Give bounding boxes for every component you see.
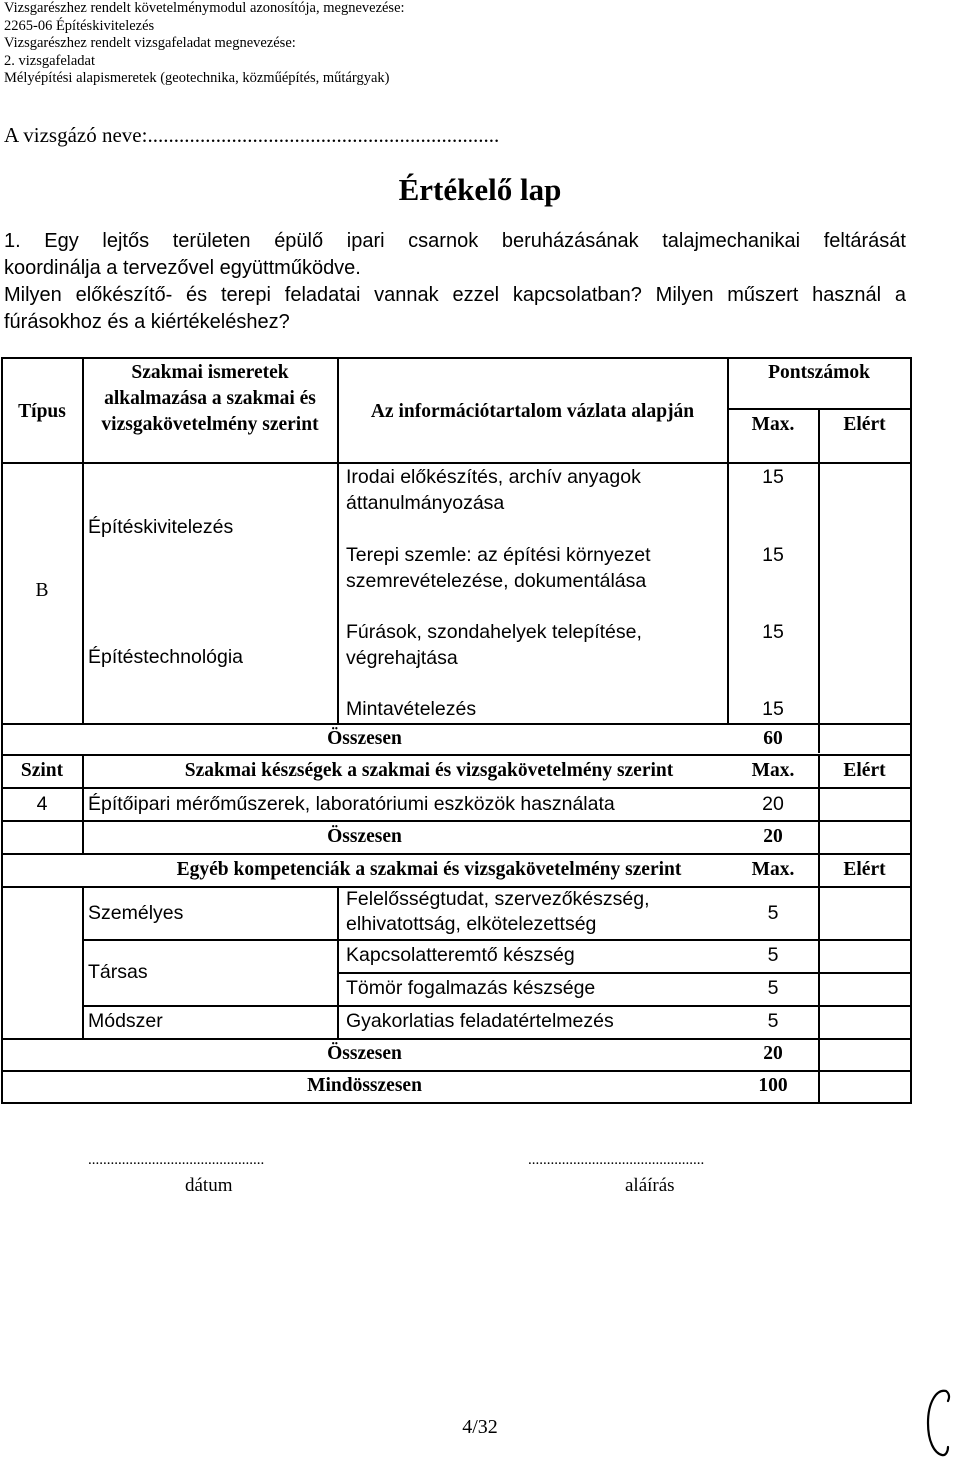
date-label: dátum <box>185 1175 233 1196</box>
row-line-s2-header <box>1 754 912 756</box>
total3-value: 20 <box>763 1043 783 1064</box>
signature-label: aláírás <box>625 1175 675 1196</box>
header-line-4: 2. vizsgafeladat <box>4 52 95 69</box>
item-terepi-max: 15 <box>762 544 784 566</box>
row-meromuszerek: Építőipari mérőműszerek, laboratóriumi eszközök használata <box>88 793 615 815</box>
page-number: 4/32 <box>462 1416 498 1438</box>
header-line-5: Mélyépítési alapismeretek (geotechnika, közműépítés, műtárgyak) <box>4 70 390 87</box>
item-tomor-fogalmazas: Tömör fogalmazás készsége <box>346 977 596 999</box>
item-terepi-szemle: Terepi szemle: az építési környezet szemrevételezése, dokumentálása <box>346 544 651 592</box>
item-gyakorlatias-max: 5 <box>767 1010 779 1032</box>
header-line-1: Vizsgarészhez rendelt követelménymodul azonosítója, megnevezése: <box>4 0 405 16</box>
col-header-s2-max: Max. <box>751 760 795 781</box>
col-header-tipus: Típus <box>18 401 66 422</box>
col-line-s3-group <box>82 886 84 1038</box>
item-kapcsolatteremto-max: 5 <box>767 944 779 966</box>
col-header-pontszamok: Pontszámok <box>768 362 870 383</box>
grand-total-label: Mindösszesen <box>307 1075 422 1096</box>
item-furasok-max: 15 <box>762 621 784 643</box>
type-value: B <box>35 580 49 601</box>
col-header-s2-elert: Elért <box>843 760 886 781</box>
row-line-szemelyes <box>82 939 912 941</box>
candidate-name-field[interactable]: A vizsgázó neve:................................................................... <box>4 123 500 147</box>
total3-label: Összesen <box>327 1043 402 1064</box>
grand-total-value: 100 <box>758 1075 788 1096</box>
item-mintavetelezes-max: 15 <box>762 698 784 720</box>
task-description <box>4 228 906 336</box>
total1-value: 60 <box>763 728 783 749</box>
header-line-3: Vizsgarészhez rendelt vizsgafeladat megnevezése: <box>4 35 296 52</box>
header-line-2: 2265-06 Építéskivitelezés <box>4 17 155 34</box>
item-tomor-fogalmazas-max: 5 <box>767 977 779 999</box>
group-szemelyes: Személyes <box>88 902 184 924</box>
task-line-2: koordinálja a tervezővel együttműködve. <box>4 257 361 279</box>
row-level-value: 4 <box>36 793 48 815</box>
item-furasok: Fúrások, szondahelyek telepítése, végrehajtása <box>346 621 642 669</box>
group-tarsas: Társas <box>88 961 148 983</box>
task-line-3: Milyen előkészítő- és terepi feladatai vannak ezzel kapcsolatban? Milyen műszert használ a fúrásokhoz és a kiértékeléshez? <box>4 284 906 333</box>
item-mintavetelezes: Mintavételezés <box>346 698 477 720</box>
row-line-bottom <box>1 1102 912 1104</box>
col-header-s3-max: Max. <box>751 859 795 880</box>
task-line-1: 1. Egy lejtős területen épülő ipari csarnok beruházásának talajmechanikai feltárását <box>4 230 906 252</box>
module-header <box>4 0 405 88</box>
handwritten-initial-mark <box>918 1385 958 1460</box>
col-header-elert: Elért <box>843 414 886 435</box>
total2-label: Összesen <box>327 826 402 847</box>
col-line-max <box>818 408 820 753</box>
row-line-s2-row <box>1 787 912 789</box>
item-irodai-max: 15 <box>762 466 784 488</box>
col-line-s3-item <box>337 886 339 1038</box>
col-header-szint: Szint <box>20 760 64 781</box>
area-epitestechnologia: Építéstechnológia <box>88 646 244 668</box>
group-modszer: Módszer <box>88 1010 163 1032</box>
date-dots[interactable]: ............................................... <box>88 1152 265 1168</box>
col-line-tipus <box>82 357 84 724</box>
col-header-szakmai-ismeretek: Szakmai ismeretek alkalmazása a szakmai és vizsgakövetelmény szerint <box>101 362 319 435</box>
col-line-s3-max <box>818 853 820 1102</box>
item-kapcsolatteremto: Kapcsolatteremtő készség <box>346 944 575 966</box>
col-header-szakmai-keszsegek: Szakmai készségek a szakmai és vizsgakövetelmény szerint <box>184 760 674 781</box>
col-header-s3-elert: Elért <box>843 859 886 880</box>
col-header-informacio: Az információtartalom vázlata alapján <box>370 401 695 422</box>
row-line-modszer <box>1 1038 912 1040</box>
row-meromuszerek-max: 20 <box>762 793 784 815</box>
row-line-pontszamok <box>727 408 910 410</box>
row-line-s3-header <box>1 853 912 855</box>
area-epiteskivitelezes: Építéskivitelezés <box>88 516 234 538</box>
row-line-tarsas-2 <box>82 1005 912 1007</box>
table-border-right <box>910 357 912 1103</box>
col-header-egyeb-kompetenciak: Egyéb kompetenciák a szakmai és vizsgakövetelmény szerint <box>176 859 682 880</box>
item-felelossegtudat-max: 5 <box>767 902 779 924</box>
col-header-max: Max. <box>751 414 795 435</box>
row-line-tarsas-1 <box>337 972 912 974</box>
page-title: Értékelő lap <box>398 172 562 207</box>
item-felelossegtudat: Felelősségtudat, szervezőkészség, elhivatottság, elkötelezettség <box>346 888 650 935</box>
row-line-total1 <box>1 723 912 725</box>
row-line-top <box>1 357 912 359</box>
row-line-total3 <box>1 1070 912 1072</box>
item-irodai-elokeszites: Irodai előkészítés, archív anyagok áttanulmányozása <box>346 466 641 514</box>
row-line-s2-total <box>1 820 912 822</box>
signature-dots[interactable]: ............................................... <box>528 1152 705 1168</box>
item-gyakorlatias: Gyakorlatias feladatértelmezés <box>346 1010 614 1032</box>
total2-value: 20 <box>763 826 783 847</box>
total1-label: Összesen <box>327 728 402 749</box>
